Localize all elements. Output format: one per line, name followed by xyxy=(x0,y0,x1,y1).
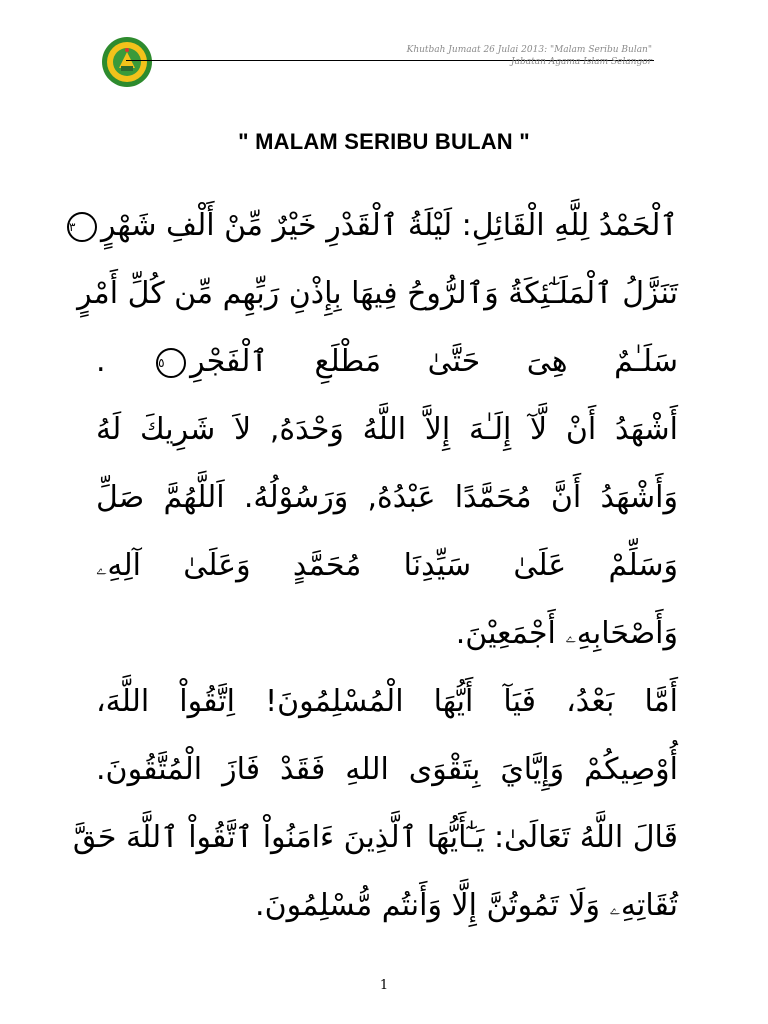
arabic-line-text: أَمَّا بَعْدُ، فَيَآ أَيُّهَا الْمُسْلِمُونَ! اِتَّقُواْ اللَّهَ، xyxy=(96,684,678,719)
arabic-line xyxy=(96,328,678,396)
arabic-line xyxy=(68,192,678,260)
header-line-2: Jabatan Agama Islam Selangor xyxy=(511,57,652,67)
arabic-line-text: سَلَـٰمٌ هِىَ حَتَّىٰ مَطْلَعِ ٱلْفَجْرِ xyxy=(190,344,678,379)
ayah-number-mark: ٥ xyxy=(156,348,186,378)
arabic-line xyxy=(96,464,678,532)
arabic-line xyxy=(72,804,678,872)
jais-emblem-icon xyxy=(101,36,153,88)
arabic-line xyxy=(96,668,678,736)
arabic-body-text xyxy=(68,192,678,940)
page-number: 1 xyxy=(379,978,389,993)
arabic-line xyxy=(96,600,678,668)
arabic-line xyxy=(96,396,678,464)
arabic-line-text: وَسَلِّمْ عَلَىٰ سَيِّدِنَا مُحَمَّدٍ وَعَلَىٰ آلِهِۦ xyxy=(96,548,678,583)
arabic-line-text: تُقَاتِهِۦ وَلَا تَمُوتُنَّ إِلَّا وَأَنتُم مُّسْلِمُونَ. xyxy=(255,888,678,923)
page-title: " MALAM SERIBU BULAN " xyxy=(238,129,530,154)
arabic-line xyxy=(96,872,678,940)
arabic-line-text: تَنَزَّلُ ٱلْمَلَـٰٓئِكَةُ وَٱلرُّوحُ فِيهَا بِإِذْنِ رَبِّهِم مِّن كُلِّ أَمْرٍ xyxy=(77,276,678,311)
arabic-line-text: أَشْهَدُ أَنْ لَّآ إِلَـٰهَ إِلاَّ اللَّهُ وَحْدَهُ, لاَ شَرِيكَ لَهُ xyxy=(96,412,678,447)
running-header xyxy=(407,44,652,68)
arabic-line-text: أُوْصِيكُمْ وَإِيَّايَ بِتَقْوَى اللهِ فَقَدْ فَازَ الْمُتَّقُونَ. xyxy=(96,752,678,787)
line-suffix: . xyxy=(96,344,153,379)
arabic-line-text: وَأَشْهَدُ أَنَّ مُحَمَّدًا عَبْدُهُ, وَرَسُوْلُهُ. اَللَّهُمَّ صَلِّ xyxy=(96,480,678,515)
arabic-line xyxy=(77,260,678,328)
arabic-line-text: قَالَ اللَّهُ تَعَالَىٰ: يَـٰٓأَيُّهَا ٱلَّذِينَ ءَامَنُواْ ٱتَّقُواْ ٱللَّهَ حَقَّ xyxy=(72,820,678,855)
ayah-number-mark: ٣ xyxy=(67,212,97,242)
arabic-line xyxy=(96,736,678,804)
arabic-line-text: ٱلْحَمْدُ لِلَّهِ الْقَائِلِ: لَيْلَةُ ٱلْقَدْرِ خَيْرٌ مِّنْ أَلْفِ شَهْرٍ xyxy=(100,208,678,243)
header-line-1: Khutbah Jumaat 26 Julai 2013: "Malam Seribu Bulan" xyxy=(406,45,652,55)
arabic-line-text: وَأَصْحَابِهِۦ أَجْمَعِيْنَ. xyxy=(455,616,678,651)
arabic-line xyxy=(96,532,678,600)
